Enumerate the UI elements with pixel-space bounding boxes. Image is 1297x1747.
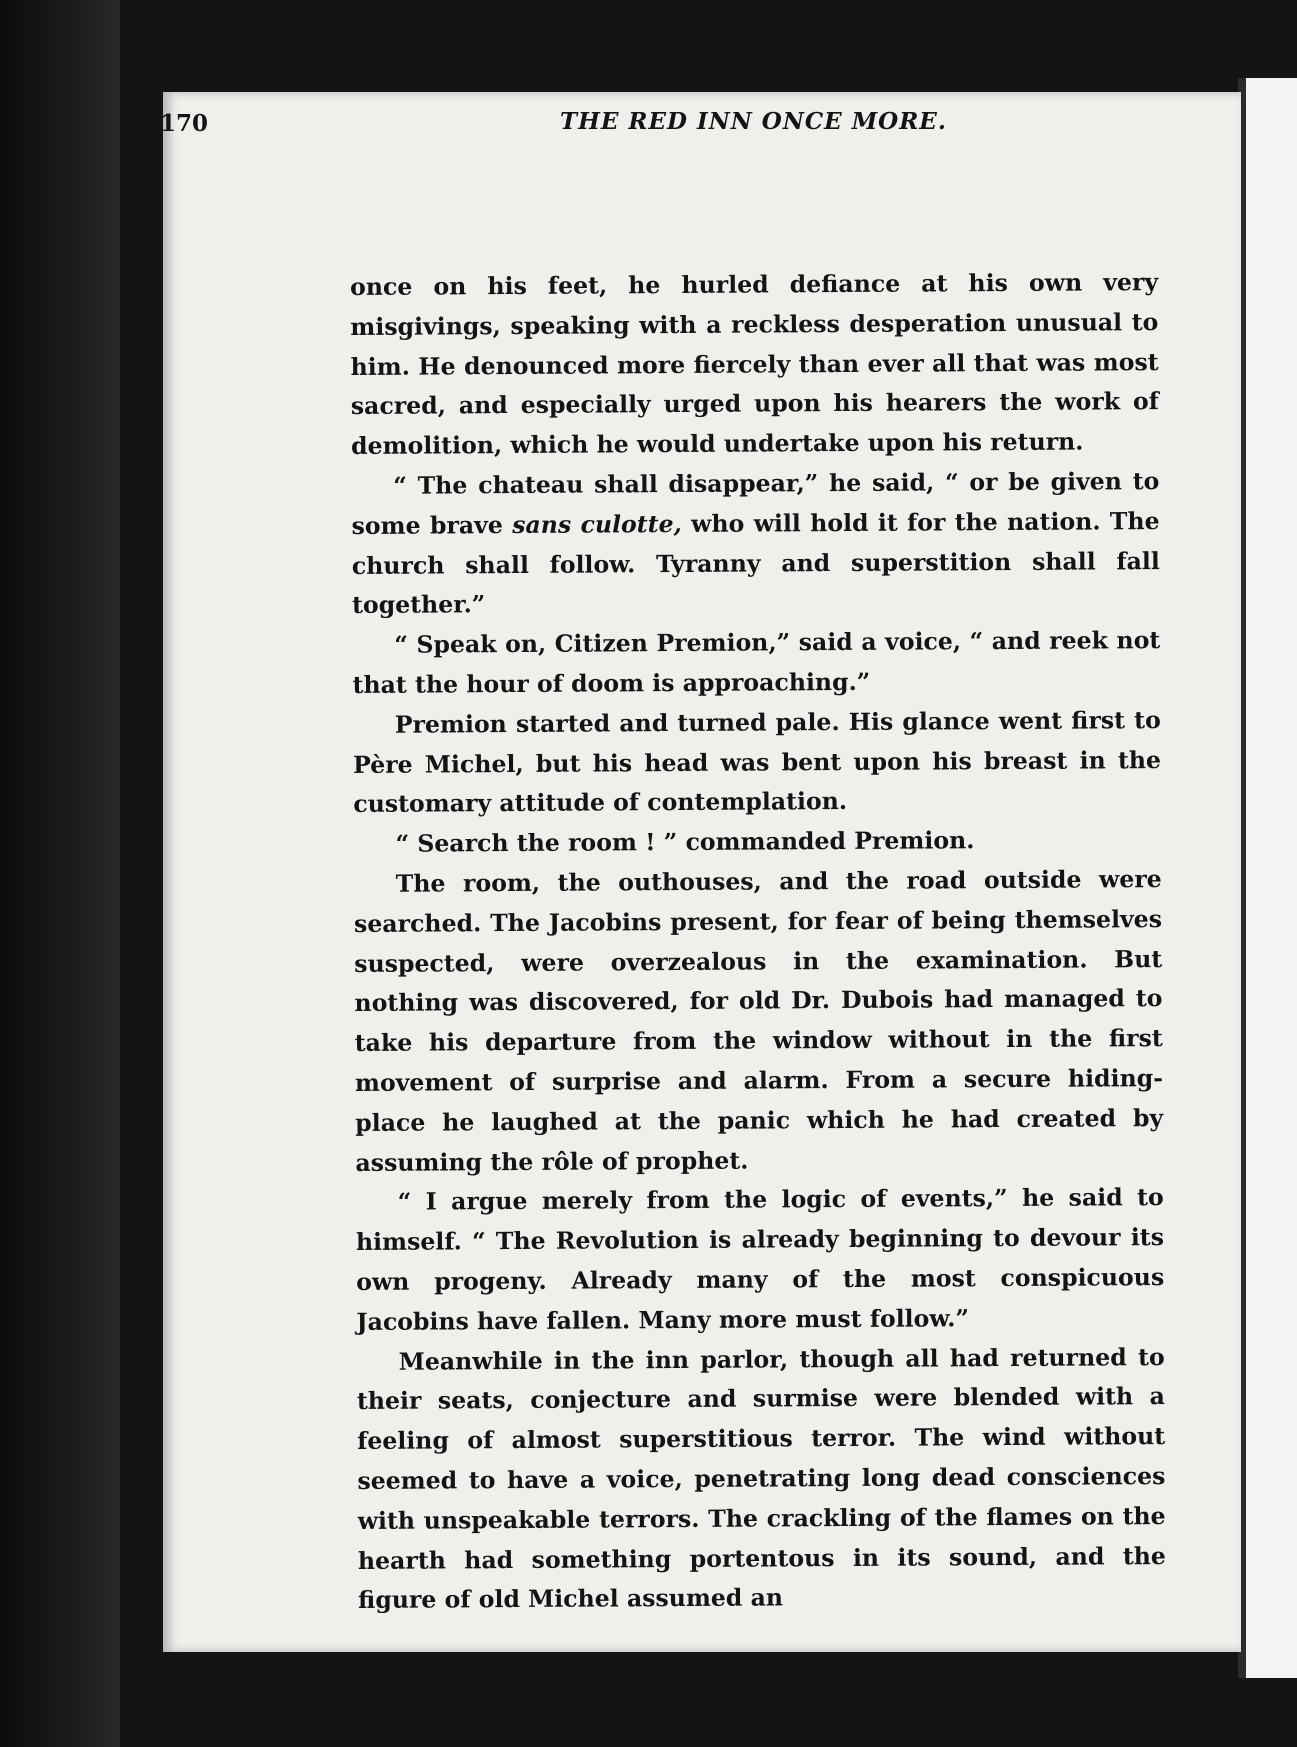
book-binding-edge — [0, 0, 120, 1747]
paragraph-3: “ Speak on, Citizen Premion,” said a voice, “ and reek not that the hour of doom is approaching.” — [352, 626, 1161, 699]
paragraph-7: “ I argue merely from the logic of events,” he said to himself. “ The Revolution is already beginning to devour its own progeny. Already many of the most conspicuous Jacobins have fallen. Many more must follow.” — [355, 1183, 1165, 1336]
paragraph-6: The room, the outhouses, and the road outside were searched. The Jacobins present, for fear of being themselves suspected, were overzealous in the examination. But nothing was discovered, for old Dr. Dubois had managed to take his departure from the window without in the first movement of surprise and alarm. From a secure hiding-place he laughed at the panic which he had created by assuming the rôle of prophet. — [353, 865, 1164, 1177]
paragraph-8: Meanwhile in the inn parlor, though all had returned to their seats, conjecture and surmise were blended with a feeling of almost superstitious terror. The wind without seemed to have a voice, penetrating long dead consciences with unspeakable terrors. The crackling of the flames on the hearth had something portentous in its sound, and the figure of old Michel assumed an — [356, 1342, 1166, 1615]
paragraph-2-end: who will hold it for the nation. The church shall follow. Tyranny and superstition shall fall together.” — [351, 506, 1160, 620]
facing-page-edge — [1238, 78, 1297, 1678]
paragraph-2 — [351, 462, 1160, 626]
paragraph-4: Premion started and turned pale. His glance went first to Père Michel, but his head was bent upon his breast in the customary attitude of contemplation. — [352, 705, 1162, 819]
paragraph-2-start: “ The chateau shall disappear,” he said, “ or be given to some brave — [351, 467, 1160, 540]
page-body — [350, 263, 1166, 1621]
running-title: THE RED INN ONCE MORE. — [560, 108, 947, 135]
page-number: 170 — [160, 110, 209, 137]
paragraph-5: “ Search the room ! ” commanded Premion. — [395, 826, 975, 858]
paragraph-1: once on his feet, he hurled defiance at his own very misgivings, speaking with a reckless desperation unusual to him. He denounced more fiercely than ever all that was most sacred, and especially urged upon his hearers the work of demolition, which he would undertake upon his return. — [350, 268, 1159, 461]
italic-phrase: sans culotte, — [512, 509, 682, 539]
